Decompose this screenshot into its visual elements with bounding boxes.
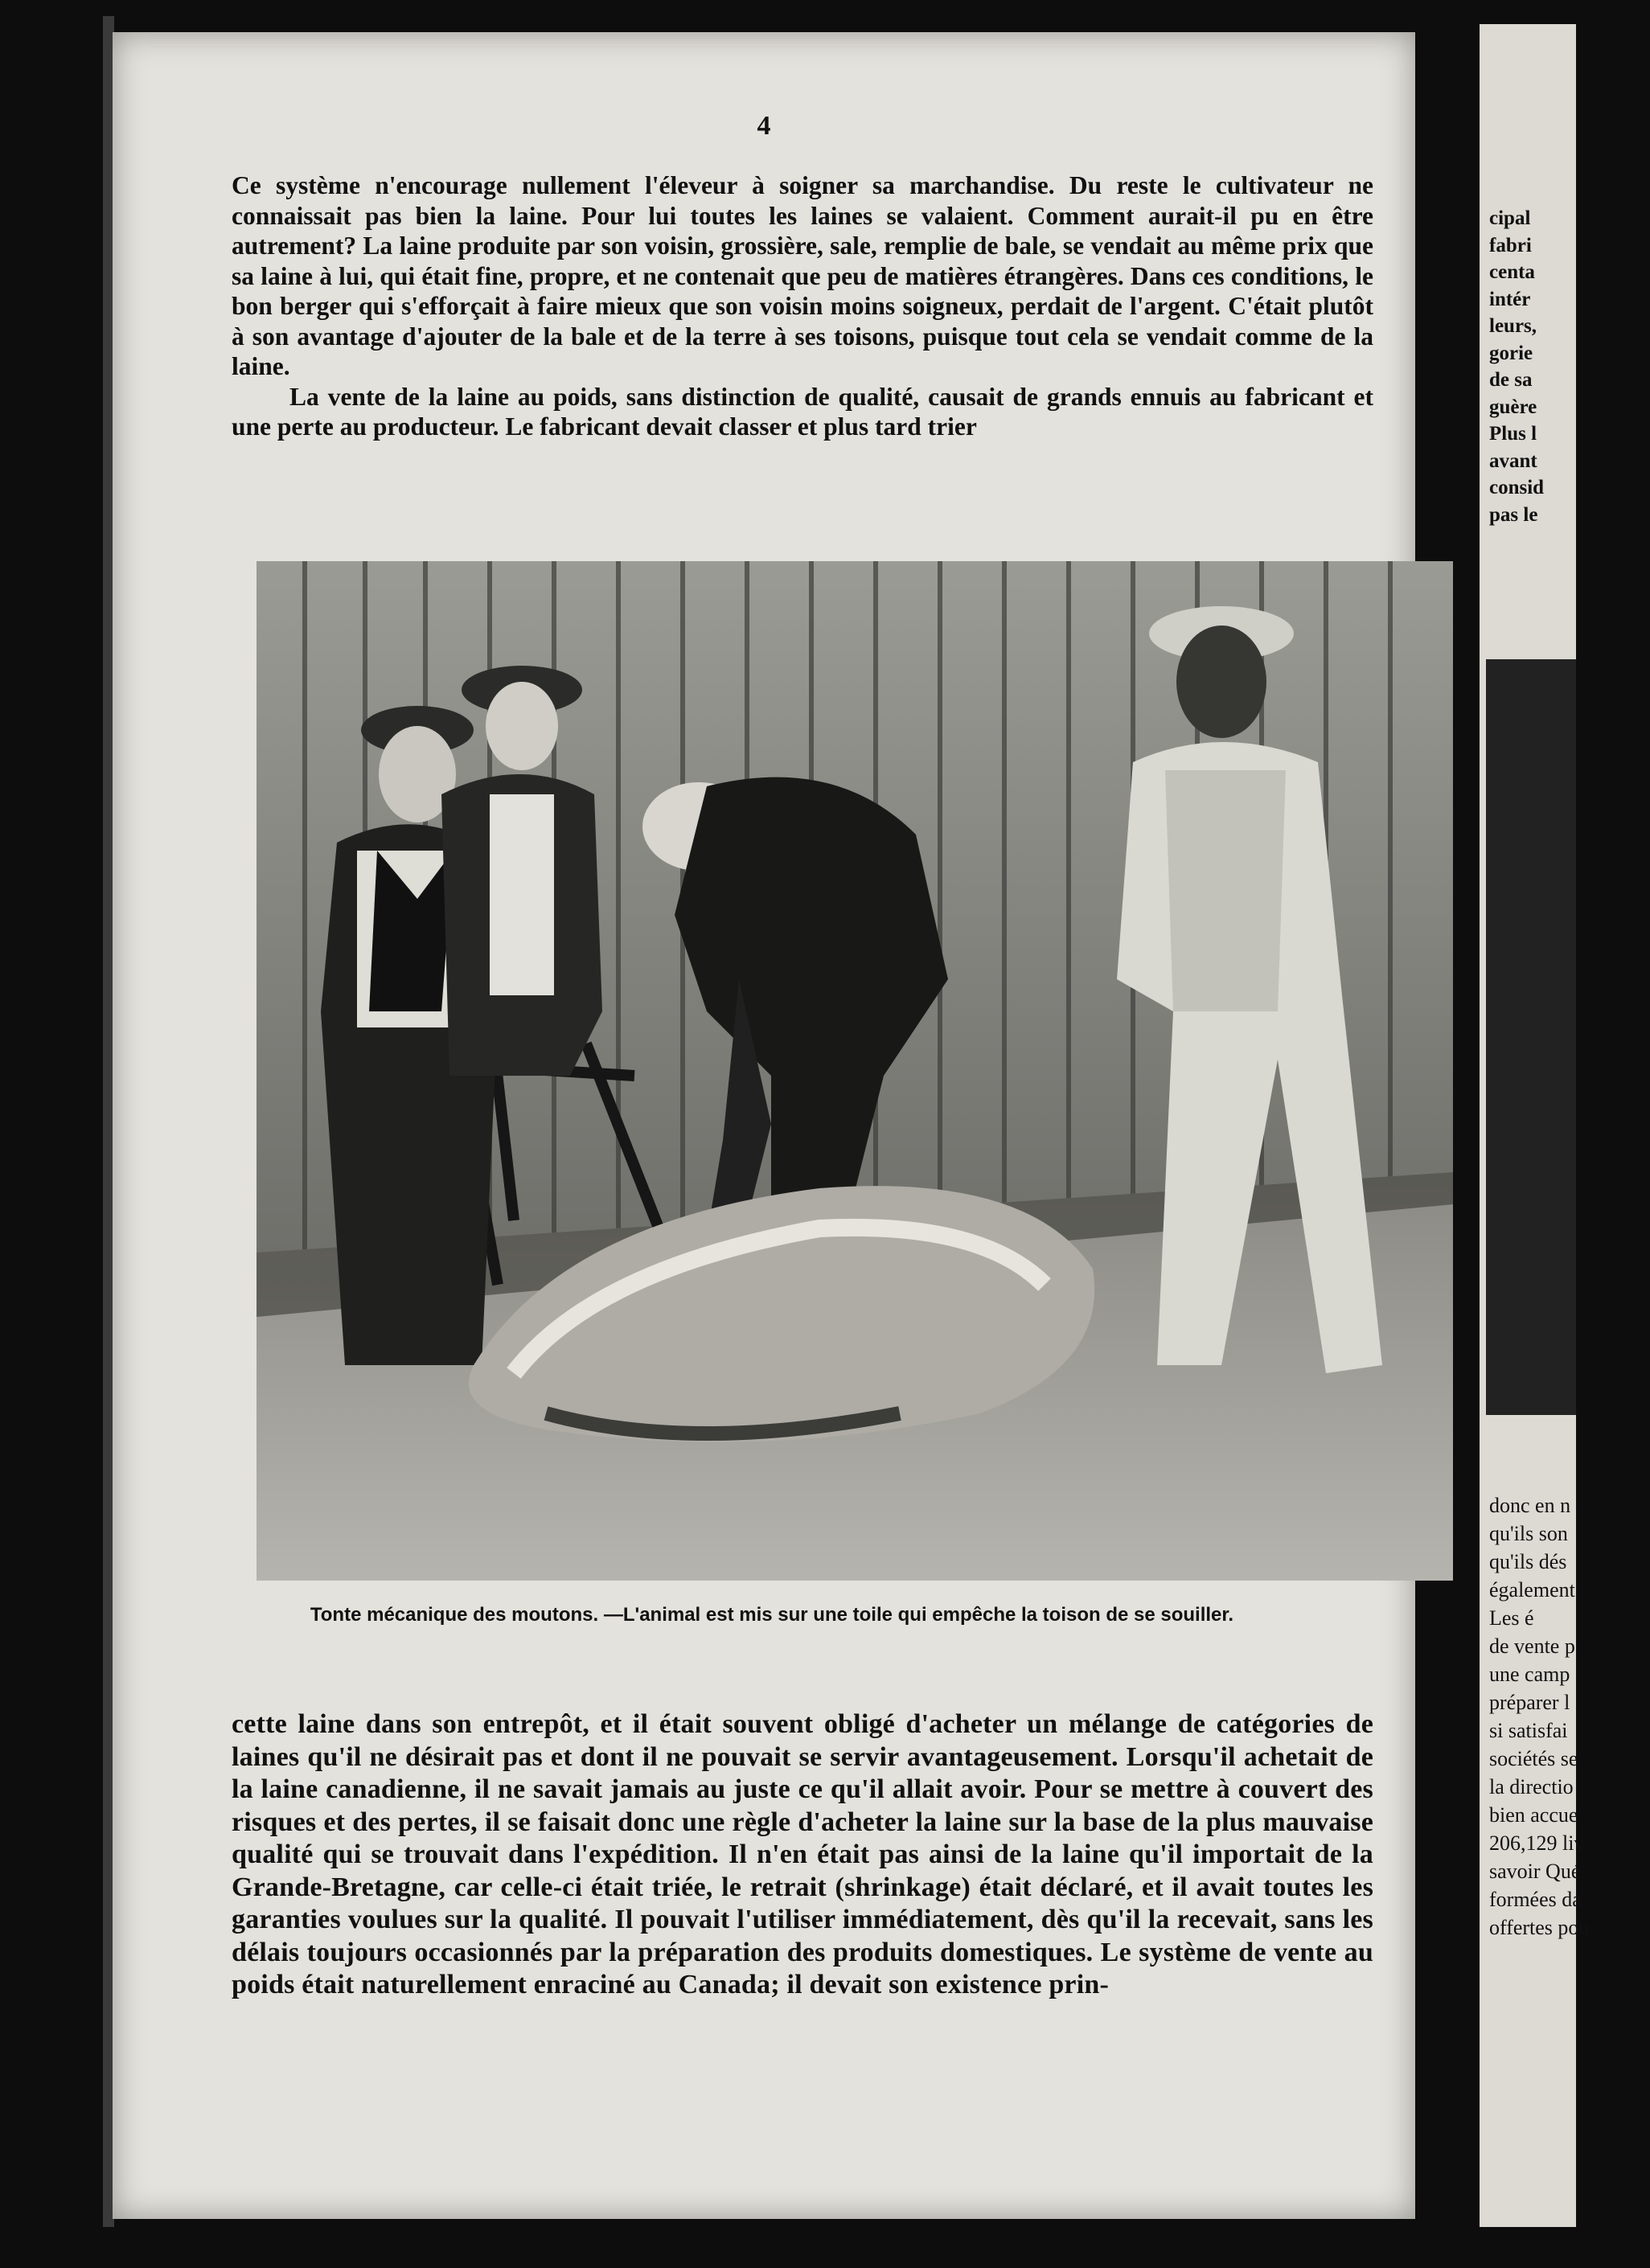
adjacent-line: de sa (1489, 369, 1533, 391)
bottom-text-block (232, 1708, 1373, 2002)
adjacent-line: Les é (1489, 1606, 1534, 1630)
adjacent-line: qu'ils son (1489, 1522, 1568, 1545)
adjacent-page-fragment (1480, 24, 1590, 2227)
adjacent-line: une camp (1489, 1663, 1570, 1686)
top-text-block (232, 170, 1373, 442)
adjacent-line: préparer l (1489, 1691, 1570, 1714)
adjacent-line: guère (1489, 396, 1537, 418)
adjacent-line: si satisfai (1489, 1719, 1568, 1742)
adjacent-line: formées da (1489, 1888, 1582, 1911)
adjacent-line: de vente p (1489, 1634, 1575, 1658)
photo-caption: Tonte mécanique des moutons. —L'animal est mis sur une toile qui empêche la toison de se souiller. (310, 1604, 1234, 1626)
adjacent-line: sociétés se (1489, 1747, 1578, 1770)
adjacent-line: gorie (1489, 342, 1533, 364)
adjacent-line: 206,129 liv (1489, 1831, 1585, 1855)
adjacent-line: la directio (1489, 1775, 1574, 1798)
adjacent-line: pas le (1489, 503, 1538, 526)
adjacent-line: fabri (1489, 234, 1532, 256)
adjacent-line: donc en n (1489, 1494, 1571, 1517)
adjacent-line: qu'ils dés (1489, 1550, 1567, 1573)
paragraph-2: La vente de la laine au poids, sans distinction de qualité, causait de grands ennuis au fabricant et une perte au producteur. Le fabricant devait classer et plus tard trier (232, 382, 1373, 441)
adjacent-line: Plus l (1489, 423, 1537, 445)
adjacent-line: offertes pou (1489, 1916, 1590, 1939)
adjacent-line: leurs, (1489, 315, 1537, 337)
adjacent-line: consid (1489, 477, 1545, 498)
adjacent-line: également (1489, 1578, 1575, 1602)
adjacent-line: cipal (1489, 207, 1531, 229)
adjacent-photo-fragment (1486, 659, 1576, 1415)
adjacent-line: intér (1489, 288, 1531, 310)
page-number: 4 (757, 111, 771, 141)
adjacent-line: savoir Qué (1489, 1860, 1581, 1883)
adjacent-bottom-lines (1489, 1491, 1650, 1942)
adjacent-line: centa (1489, 261, 1535, 283)
paragraph-1: Ce système n'encourage nullement l'éleveur à soigner sa marchandise. Du reste le cultivateur ne connaissait pas bien la laine. Pour lui toutes les laines se valaient. Comment aurait-il pu en être autrement? La laine produite par son voisin, grossière, sale, remplie de bale, se vendait au même prix que sa laine à lui, qui était fine, propre, et ne contenait que peu de matières étrangères. Dans ces conditions, le bon berger qui s'efforçait à faire mieux que son voisin moins soigneux, perdait de l'argent. C'était plutôt à son avantage d'ajouter de la bale et de la terre à ses toisons, puisque tout cela se vendait comme de la laine. (232, 171, 1373, 380)
document-page (113, 32, 1415, 2219)
adjacent-top-lines (1489, 205, 1650, 528)
adjacent-line: avant (1489, 449, 1537, 472)
adjacent-line: bien accue (1489, 1803, 1578, 1827)
paragraph-3: cette laine dans son entrepôt, et il était souvent obligé d'acheter un mélange de catégories de laines qu'il ne désirait pas et dont il ne pouvait se servir avantageusement. Lorsqu'il achetait de la laine canadienne, il ne savait jamais au juste ce qu'il allait avoir. Pour se mettre à couvert des risques et des pertes, il se faisait donc une règle d'acheter la laine sur la base de la plus mauvaise qualité qui se trouvait dans l'expédition. Il n'en était pas ainsi de la laine qu'il importait de la Grande-Bretagne, car celle-ci était triée, le retrait (shrinkage) était déclaré, et il avait toutes les garanties voulues sur la qualité. Il pouvait l'utiliser immédiatement, dès qu'il la recevait, sans les délais toujours occasionnés par la préparation des produits domestiques. Le système de vente au poids était naturellement enraciné au Canada; il devait son existence prin- (232, 1709, 1373, 1999)
sheep-shearing-photo (257, 561, 1453, 1581)
